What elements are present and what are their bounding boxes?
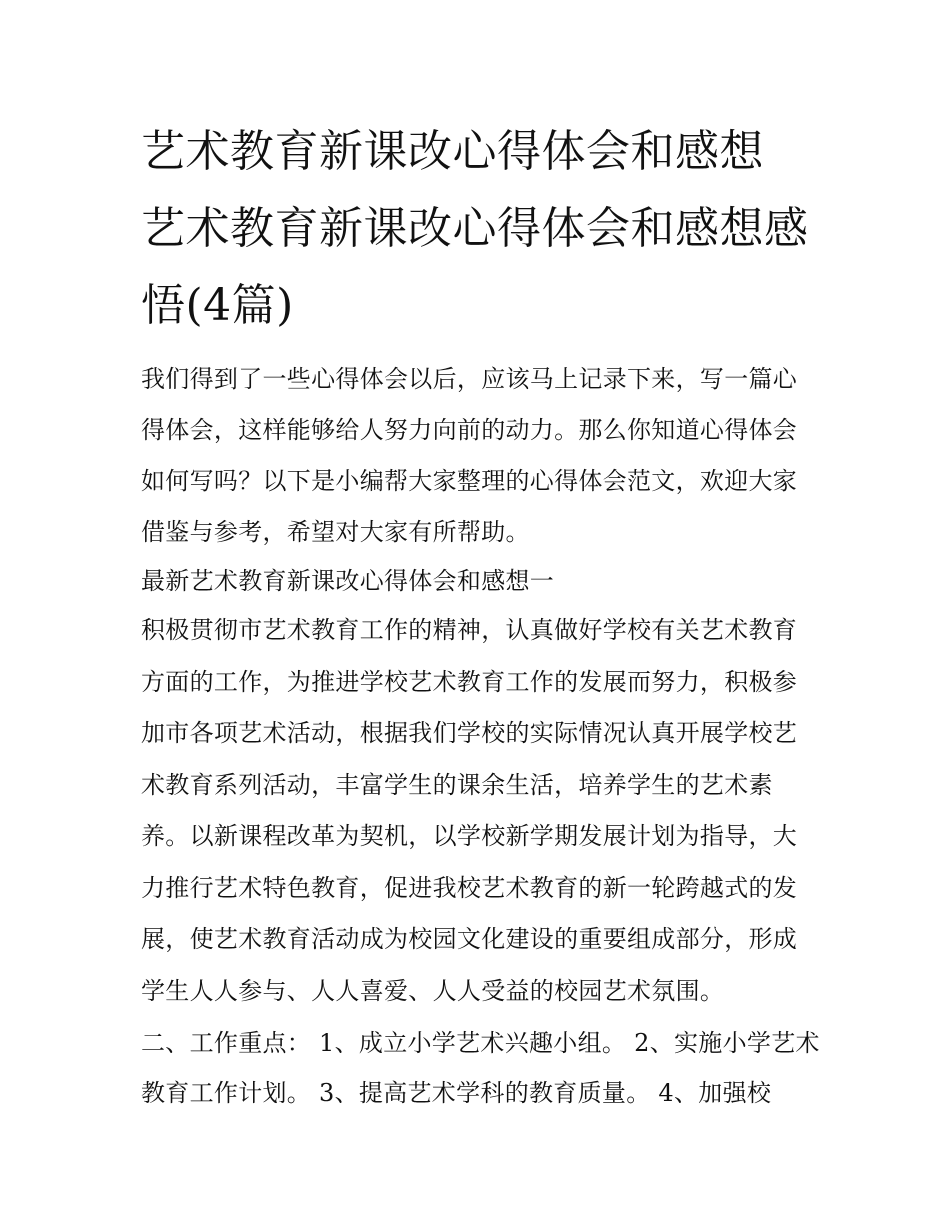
document-page — [141, 113, 821, 1118]
document-title: 艺术教育新课改心得体会和感想 艺术教育新课改心得体会和感想感悟(4篇) — [141, 126, 809, 331]
body-paragraph-2: 二、工作重点： 1、成立小学艺术兴趣小组。 2、实施小学艺术教育工作计划。 3、提高艺术学科的教育质量。 4、加强校 — [141, 1029, 820, 1107]
intro-paragraph: 我们得到了一些心得体会以后，应该马上记录下来，写一篇心得体会，这样能够给人努力向前的动力。那么你知道心得体会如何写吗？以下是小编帮大家整理的心得体会范文，欢迎大家借鉴与参考，希望对大家有所帮助。 — [141, 365, 798, 546]
section-heading: 最新艺术教育新课改心得体会和感想一 — [141, 567, 555, 595]
body-paragraph-1: 积极贯彻市艺术教育工作的精神，认真做好学校有关艺术教育方面的工作，为推进学校艺术教育工作的发展而努力，积极参加市各项艺术活动，根据我们学校的实际情况认真开展学校艺术教育系列活动，丰富学生的课余生活，培养学生的艺术素养。以新课程改革为契机，以学校新学期发展计划为指导，大力推行艺术特色教育，促进我校艺术教育的新一轮跨越式的发展，使艺术教育活动成为校园文化建设的重要组成部分，形成学生人人参与、人人喜爱、人人受益的校园艺术氛围。 — [141, 616, 798, 1005]
